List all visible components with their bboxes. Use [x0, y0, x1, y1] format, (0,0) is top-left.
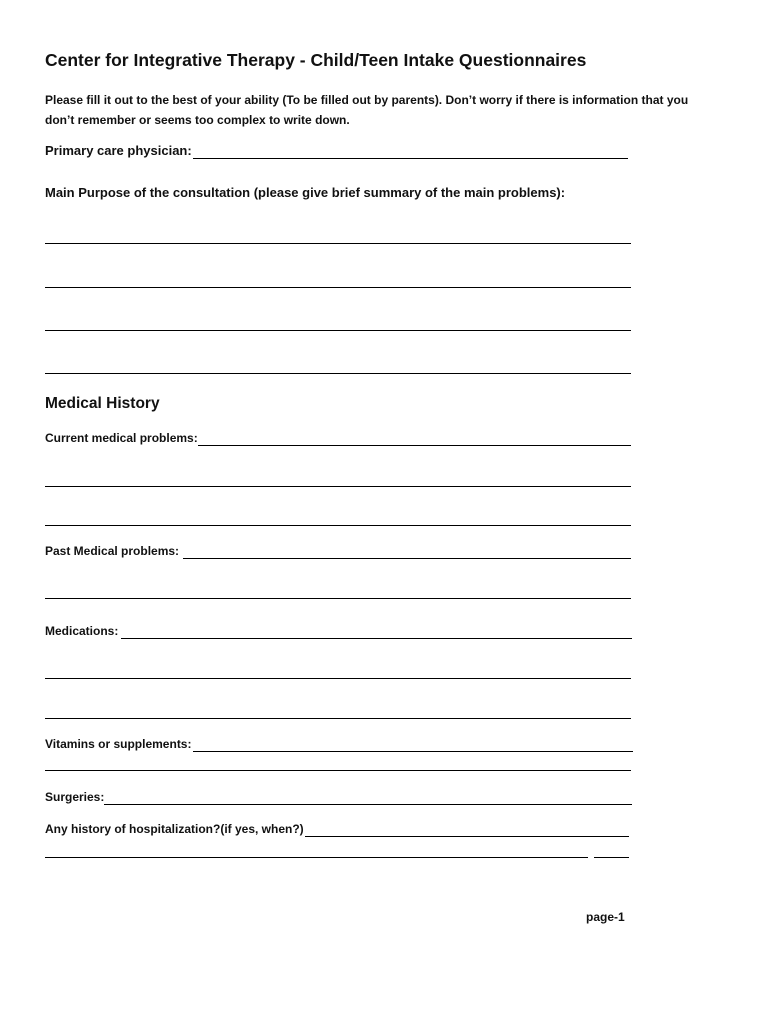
past-medical-field[interactable] [183, 558, 631, 559]
past-medical-line-2[interactable] [45, 598, 631, 599]
instructions-text: Please fill it out to the best of your ability (To be filled out by parents). Don’t worry if there is information that you don’t remember or seems too complex to write down. [45, 93, 689, 127]
primary-care-label: Primary care physician: [45, 143, 192, 158]
page-title: Center for Integrative Therapy - Child/Teen Intake Questionnaires [45, 50, 587, 70]
main-purpose-line-1[interactable] [45, 243, 631, 244]
hospitalization-line-2-end[interactable] [594, 857, 629, 858]
primary-care-field[interactable] [193, 158, 628, 159]
surgeries-label: Surgeries: [45, 790, 105, 804]
main-purpose-line-3[interactable] [45, 330, 631, 331]
main-purpose-label: Main Purpose of the consultation (please give brief summary of the main problems): [45, 185, 566, 200]
medications-field[interactable] [121, 638, 632, 639]
main-purpose-line-2[interactable] [45, 287, 631, 288]
vitamins-field[interactable] [193, 751, 633, 752]
main-purpose-line-4[interactable] [45, 373, 631, 374]
vitamins-label: Vitamins or supplements: [45, 737, 192, 751]
current-medical-field[interactable] [198, 445, 631, 446]
medical-history-heading: Medical History [45, 395, 160, 412]
current-medical-line-2[interactable] [45, 486, 631, 487]
medications-line-3[interactable] [45, 718, 631, 719]
current-medical-label: Current medical problems: [45, 431, 198, 445]
page-number: page-1 [586, 910, 625, 924]
hospitalization-line-2[interactable] [45, 857, 588, 858]
surgeries-field[interactable] [104, 804, 632, 805]
vitamins-line-2[interactable] [45, 770, 631, 771]
hospitalization-label: Any history of hospitalization?(if yes, when?) [45, 822, 304, 836]
current-medical-line-3[interactable] [45, 525, 631, 526]
hospitalization-field[interactable] [305, 836, 629, 837]
past-medical-label: Past Medical problems: [45, 544, 180, 558]
medications-line-2[interactable] [45, 678, 631, 679]
medications-label: Medications: [45, 624, 119, 638]
